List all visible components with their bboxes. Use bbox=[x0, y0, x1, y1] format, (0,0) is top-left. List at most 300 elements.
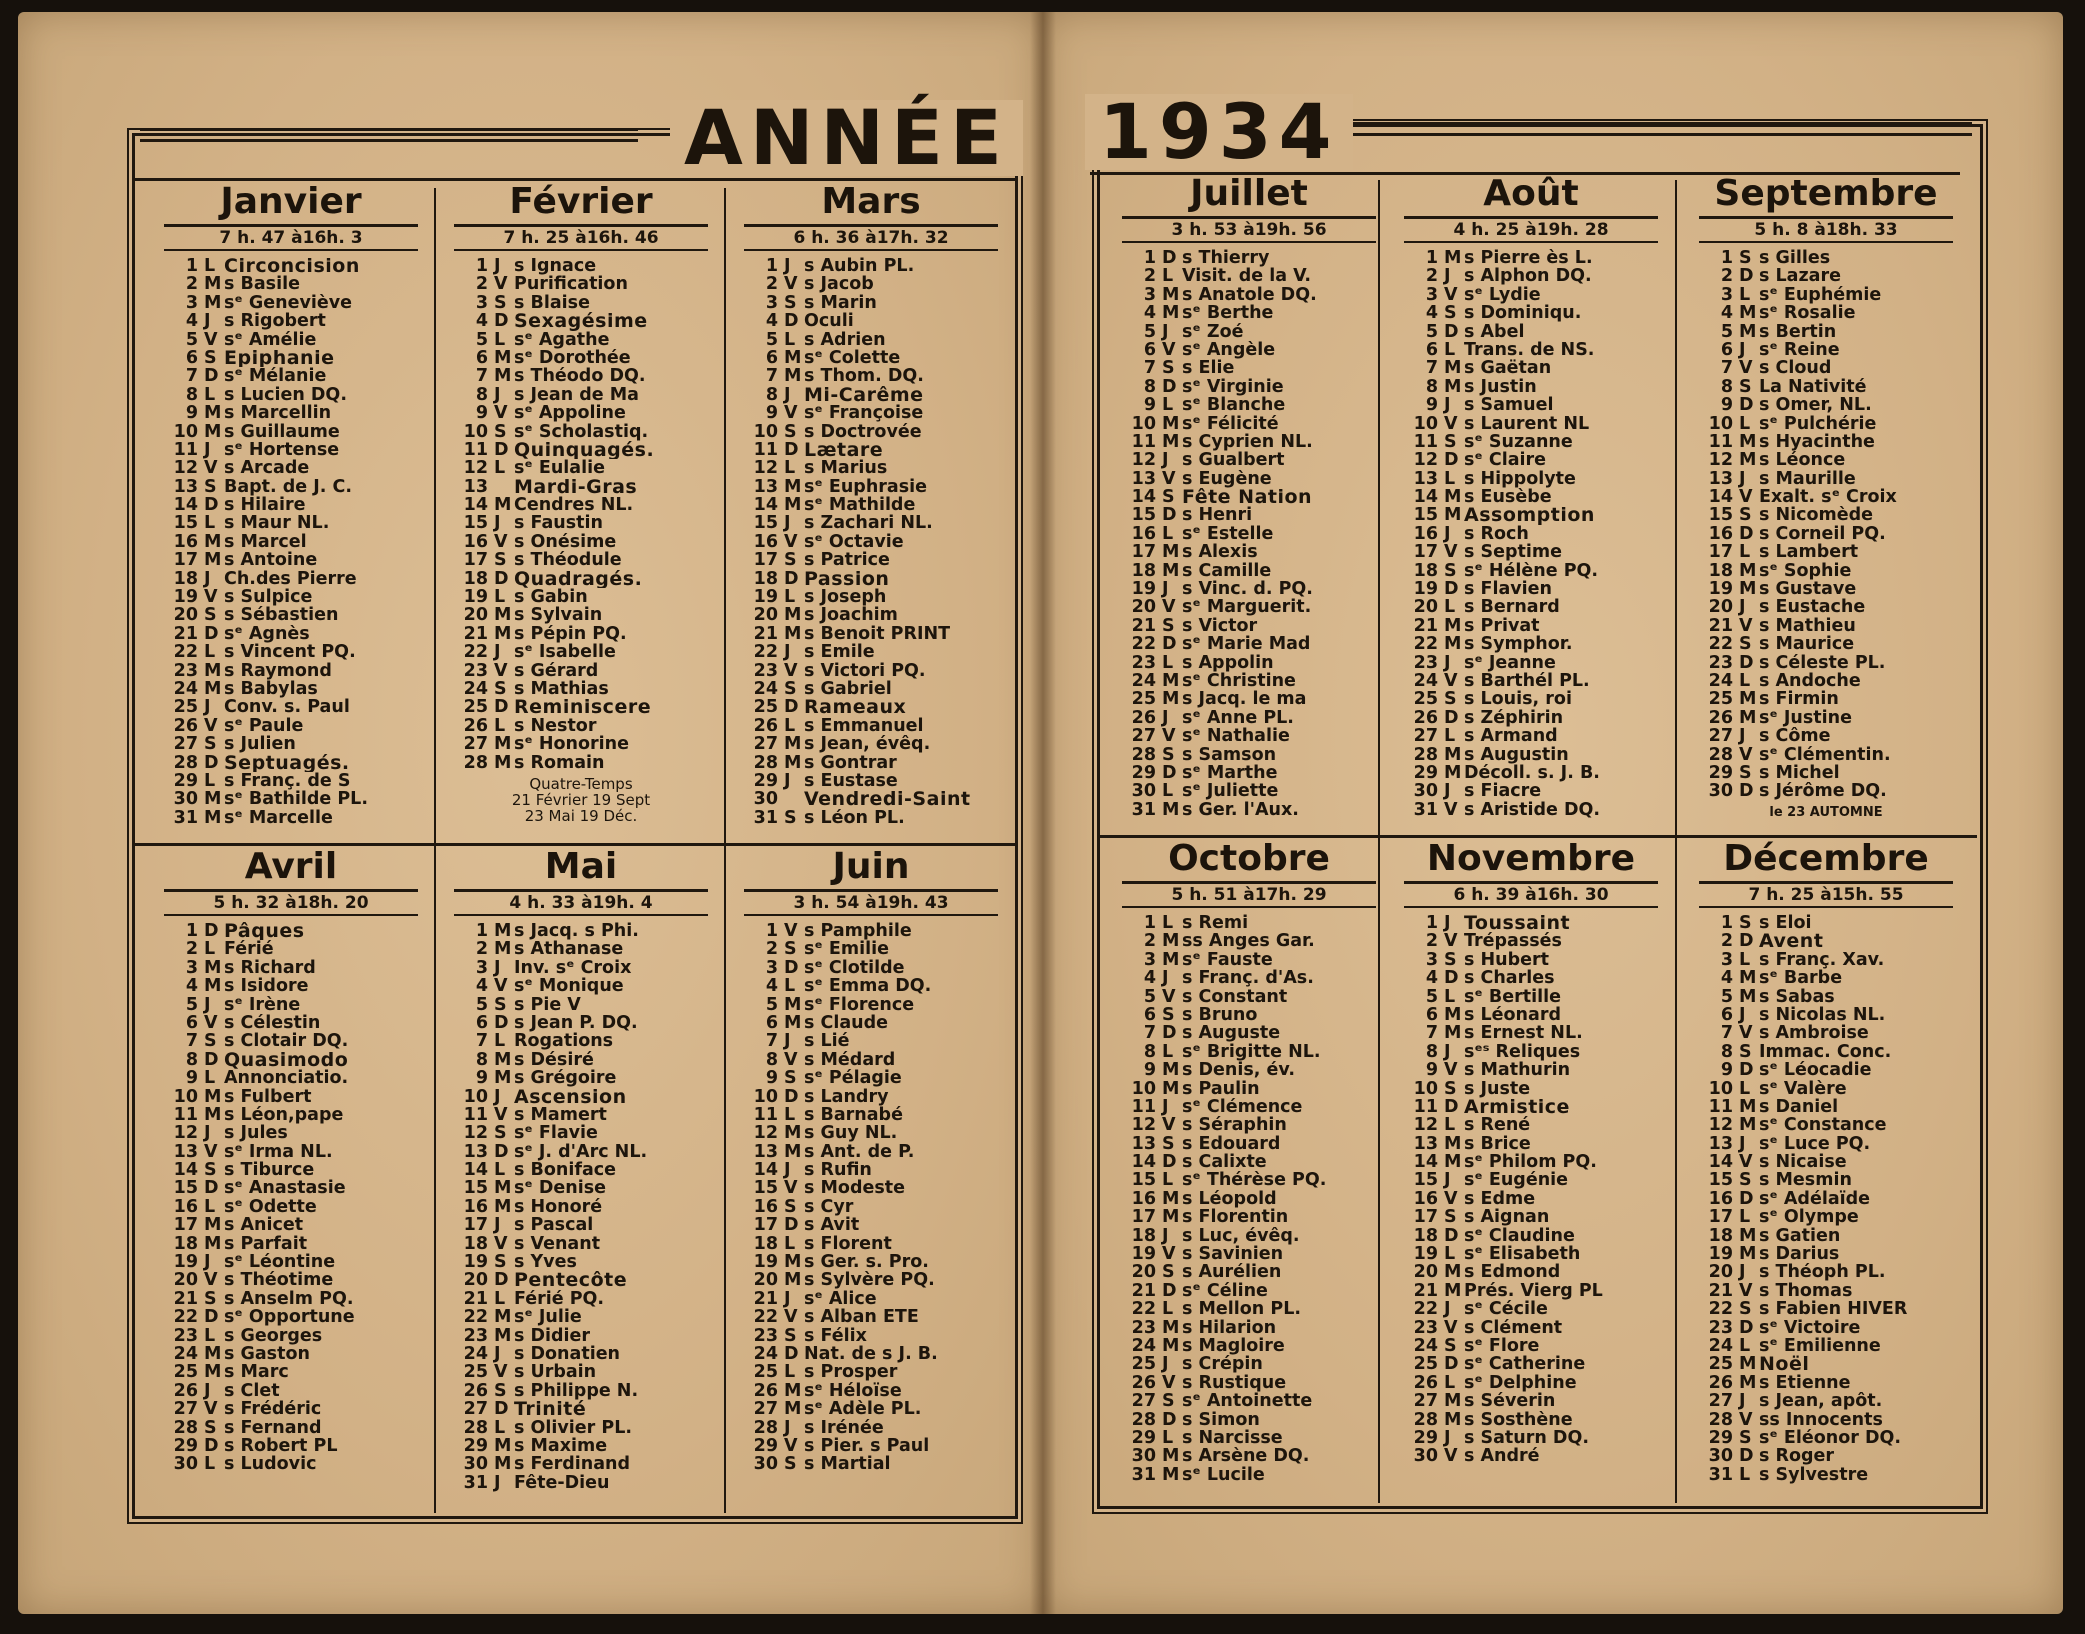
day-number: 30 bbox=[1413, 781, 1438, 802]
weekday: M bbox=[1444, 1023, 1462, 1044]
weekday: J bbox=[204, 1252, 211, 1273]
saint-name: s Mesmin bbox=[1759, 1171, 1852, 1190]
sunrise-sunset: 7 h. 25 à15h. 55 bbox=[1699, 881, 1953, 908]
day-number: 20 bbox=[1413, 597, 1438, 618]
day-row bbox=[150, 1198, 432, 1216]
title-word: ANNÉE bbox=[670, 100, 1023, 176]
saint-name: sᵉ Catherine bbox=[1464, 1355, 1586, 1374]
weekday: M bbox=[494, 495, 512, 516]
saint-name: s Eustase bbox=[804, 771, 898, 791]
day-row bbox=[150, 257, 432, 275]
weekday: J bbox=[1444, 523, 1451, 544]
saint-name: s Léon,pape bbox=[224, 1105, 344, 1125]
saint-name: sᵉ Brigitte NL. bbox=[1182, 1042, 1321, 1062]
weekday: V bbox=[784, 1435, 798, 1456]
day-number: 11 bbox=[753, 1104, 778, 1125]
weekday: J bbox=[1162, 968, 1169, 989]
day-row bbox=[730, 735, 1012, 753]
month-name: Mars bbox=[821, 181, 921, 222]
saint-name: s Aignan bbox=[1464, 1208, 1550, 1227]
day-row bbox=[1390, 764, 1672, 782]
saint-name: s Septime bbox=[1464, 543, 1562, 562]
day-row bbox=[150, 1051, 432, 1069]
weekday: M bbox=[1444, 376, 1462, 397]
saint-name: sᵉ Scholastiq. bbox=[514, 422, 649, 441]
saint-name: sᵉ Honorine bbox=[514, 735, 629, 754]
weekday: S bbox=[204, 347, 217, 368]
saint-name: s Marin bbox=[804, 293, 877, 313]
day-number: 9 bbox=[475, 403, 488, 424]
saint-name: s Anatole DQ. bbox=[1182, 285, 1317, 305]
weekday: J bbox=[784, 1417, 791, 1438]
day-row bbox=[1390, 635, 1672, 653]
day-row bbox=[440, 1051, 722, 1069]
saint-name: Oculi bbox=[804, 312, 854, 331]
day-row bbox=[1685, 951, 1967, 969]
month-name: Juin bbox=[832, 846, 910, 887]
day-number: 30 bbox=[753, 1454, 778, 1475]
day-number: 17 bbox=[463, 550, 488, 571]
day-number: 30 bbox=[1131, 781, 1156, 802]
day-row bbox=[440, 423, 722, 441]
day-number: 29 bbox=[1131, 1427, 1156, 1448]
day-number: 13 bbox=[1413, 1133, 1438, 1154]
weekday: S bbox=[204, 1417, 217, 1438]
weekday: V bbox=[1739, 1023, 1753, 1044]
sunrise-sunset: 4 h. 25 à19h. 28 bbox=[1404, 216, 1658, 243]
day-row bbox=[1108, 969, 1390, 987]
day-row bbox=[1108, 1227, 1390, 1245]
day-row bbox=[1390, 525, 1672, 543]
day-number: 28 bbox=[1708, 744, 1733, 765]
saint-name: s René bbox=[1464, 1116, 1531, 1135]
weekday: D bbox=[1162, 248, 1177, 268]
day-number: 10 bbox=[1131, 1078, 1156, 1099]
weekday: J bbox=[494, 384, 501, 405]
day-row bbox=[1390, 1006, 1672, 1024]
weekday: M bbox=[1162, 689, 1180, 710]
saint-name: s Mamert bbox=[514, 1105, 607, 1125]
day-number: 8 bbox=[1143, 376, 1156, 397]
saint-name: s Gaëtan bbox=[1464, 359, 1552, 378]
saint-name: sᵉ Léontine bbox=[224, 1253, 336, 1272]
day-row bbox=[150, 478, 432, 496]
day-row bbox=[730, 1437, 1012, 1455]
saint-name: sᵉ Barbe bbox=[1759, 969, 1843, 988]
weekday: D bbox=[1739, 1317, 1754, 1338]
saint-name: sᵉ Claire bbox=[1464, 451, 1547, 470]
day-row bbox=[150, 423, 432, 441]
weekday: M bbox=[1444, 762, 1462, 783]
day-number: 29 bbox=[1413, 762, 1438, 783]
day-number: 17 bbox=[1413, 542, 1438, 563]
weekday: L bbox=[494, 1288, 506, 1309]
saint-name: sᵉ Hélène PQ. bbox=[1464, 561, 1599, 581]
saint-name: s Pamphile bbox=[804, 922, 912, 941]
day-row bbox=[730, 1308, 1012, 1326]
day-number: 3 bbox=[475, 957, 488, 978]
day-number: 29 bbox=[1131, 762, 1156, 783]
day-number: 21 bbox=[1131, 615, 1156, 636]
weekday: M bbox=[1162, 1446, 1180, 1467]
day-row bbox=[1685, 635, 1967, 653]
day-number: 16 bbox=[463, 1196, 488, 1217]
day-row bbox=[1390, 1080, 1672, 1098]
saint-name: s Clotair DQ. bbox=[224, 1032, 349, 1051]
day-row bbox=[150, 1345, 432, 1363]
saint-name: s Alphon DQ. bbox=[1464, 267, 1592, 286]
saint-name: Immac. Conc. bbox=[1759, 1042, 1892, 1062]
day-number: 22 bbox=[1131, 634, 1156, 655]
weekday: M bbox=[1739, 1372, 1757, 1393]
saint-name: Férié bbox=[224, 940, 274, 959]
day-row bbox=[1390, 617, 1672, 635]
day-number: 31 bbox=[463, 1472, 488, 1493]
weekday: D bbox=[784, 568, 799, 589]
saint-name: Quinquagés. bbox=[514, 440, 655, 460]
saint-name: s Hilarion bbox=[1182, 1318, 1277, 1337]
day-row bbox=[1390, 1098, 1672, 1116]
day-row bbox=[1108, 1006, 1390, 1024]
saint-name: s Hyacinthe bbox=[1759, 432, 1875, 452]
month-juin bbox=[730, 845, 1012, 1474]
day-row bbox=[150, 996, 432, 1014]
day-row bbox=[150, 404, 432, 422]
day-row bbox=[440, 1290, 722, 1308]
saint-name: s Remi bbox=[1182, 914, 1249, 933]
day-number: 1 bbox=[765, 256, 778, 276]
day-number: 15 bbox=[1131, 505, 1156, 526]
saint-name: s Léon PL. bbox=[804, 808, 905, 828]
day-row bbox=[1108, 580, 1390, 598]
day-row bbox=[730, 1400, 1012, 1418]
day-number: 12 bbox=[1708, 1115, 1733, 1136]
day-row bbox=[150, 294, 432, 312]
day-row bbox=[1108, 1319, 1390, 1337]
day-number: 25 bbox=[1413, 1354, 1438, 1375]
day-number: 24 bbox=[173, 678, 198, 699]
saint-name: sᵉ Alice bbox=[804, 1289, 877, 1309]
saint-name: s Antoine bbox=[224, 551, 318, 570]
saint-name: s Donatien bbox=[514, 1344, 621, 1364]
day-row bbox=[440, 1327, 722, 1345]
day-row bbox=[1390, 1024, 1672, 1042]
saint-name: s Jacob bbox=[804, 275, 874, 294]
weekday: S bbox=[1162, 1391, 1175, 1412]
saint-name: sᵉ Agathe bbox=[514, 330, 610, 349]
day-row bbox=[1685, 359, 1967, 377]
weekday: D bbox=[1739, 266, 1754, 287]
day-row bbox=[440, 1179, 722, 1197]
day-row bbox=[1390, 1245, 1672, 1263]
day-number: 24 bbox=[1131, 1335, 1156, 1356]
saint-name: s Victori PQ. bbox=[804, 661, 926, 680]
saint-name: sᵉ Bertille bbox=[1464, 987, 1561, 1006]
saint-name: sᵉ Lucile bbox=[1182, 1465, 1265, 1485]
weekday: S bbox=[1739, 1041, 1752, 1062]
day-number: 24 bbox=[1708, 670, 1733, 691]
day-row bbox=[1108, 1135, 1390, 1153]
day-number: 10 bbox=[173, 1086, 198, 1107]
day-number: 26 bbox=[1708, 1372, 1733, 1393]
weekday: V bbox=[1444, 542, 1458, 563]
weekday: L bbox=[204, 513, 216, 534]
weekday: J bbox=[204, 568, 211, 589]
weekday: M bbox=[1162, 1078, 1180, 1099]
day-number: 31 bbox=[173, 807, 198, 828]
day-number: 8 bbox=[1425, 376, 1438, 397]
weekday: M bbox=[1739, 1115, 1757, 1136]
saint-name: Inv. sᵉ Croix bbox=[514, 958, 632, 978]
weekday: M bbox=[204, 1104, 222, 1125]
day-number: 15 bbox=[1413, 1170, 1438, 1191]
saint-name: s Arsène DQ. bbox=[1182, 1447, 1310, 1466]
saint-name: sᵉ Pélagie bbox=[804, 1069, 902, 1088]
saint-name: s Marc bbox=[224, 1363, 289, 1382]
day-row bbox=[440, 1271, 722, 1289]
day-row bbox=[730, 959, 1012, 977]
day-number: 20 bbox=[753, 605, 778, 626]
day-row bbox=[1685, 267, 1967, 285]
weekday: S bbox=[1162, 358, 1175, 379]
day-row bbox=[150, 1437, 432, 1455]
day-row bbox=[1108, 635, 1390, 653]
saint-name: s Nicomède bbox=[1759, 506, 1874, 525]
saint-name: s Andoche bbox=[1759, 671, 1861, 691]
saint-name: s Lié bbox=[804, 1032, 850, 1051]
weekday: S bbox=[784, 1454, 797, 1475]
saint-name: s Alban ÉTÉ bbox=[804, 1308, 919, 1327]
saint-name: s Joseph bbox=[804, 588, 887, 607]
weekday: J bbox=[494, 1086, 501, 1107]
day-number: 26 bbox=[1413, 1372, 1438, 1393]
weekday: L bbox=[1162, 1170, 1174, 1191]
day-row bbox=[440, 459, 722, 477]
day-row bbox=[1390, 488, 1672, 506]
weekday: L bbox=[784, 458, 796, 479]
day-number: 10 bbox=[463, 421, 488, 442]
day-number: 10 bbox=[1708, 413, 1733, 434]
weekday: J bbox=[204, 697, 211, 718]
weekday: J bbox=[204, 994, 211, 1015]
day-row bbox=[1108, 249, 1390, 267]
saint-name: Avent bbox=[1759, 932, 1824, 951]
month-name: Février bbox=[509, 181, 653, 222]
saint-name: Ch.des Pierre bbox=[224, 569, 357, 589]
weekday: L bbox=[494, 715, 506, 736]
month-name: Janvier bbox=[220, 181, 362, 222]
saint-name: sᵉ Clémence bbox=[1182, 1097, 1303, 1117]
weekday: L bbox=[1444, 339, 1456, 360]
day-number: 26 bbox=[753, 1380, 778, 1401]
saint-name: s Joachim bbox=[804, 606, 898, 625]
day-row bbox=[730, 404, 1012, 422]
weekday: M bbox=[494, 1454, 512, 1475]
weekday: M bbox=[1444, 634, 1462, 655]
day-row bbox=[440, 514, 722, 532]
month-name: Mai bbox=[544, 846, 618, 887]
weekday: L bbox=[1739, 1078, 1751, 1099]
weekday: J bbox=[784, 1288, 791, 1309]
day-number: 18 bbox=[753, 1233, 778, 1254]
saint-name: s Omer, NL. bbox=[1759, 396, 1872, 415]
saint-name: sᵉ Virginie bbox=[1182, 377, 1284, 397]
weekday: L bbox=[1739, 284, 1751, 305]
saint-name: s Célestin bbox=[224, 1013, 321, 1033]
day-row bbox=[1108, 451, 1390, 469]
day-row bbox=[1108, 1411, 1390, 1429]
weekday: J bbox=[204, 1123, 211, 1144]
weekday: L bbox=[1739, 670, 1751, 691]
day-row bbox=[1108, 396, 1390, 414]
saint-name: s Sylvain bbox=[514, 606, 603, 625]
saint-name: sᵉ Julie bbox=[514, 1308, 582, 1327]
day-row bbox=[1390, 709, 1672, 727]
day-row bbox=[1108, 525, 1390, 543]
day-number: 22 bbox=[1413, 1299, 1438, 1320]
day-row bbox=[1685, 764, 1967, 782]
day-number: 19 bbox=[1708, 1244, 1733, 1265]
day-number: 7 bbox=[185, 1031, 198, 1052]
day-number: 1 bbox=[475, 256, 488, 276]
day-number: 2 bbox=[1720, 931, 1733, 952]
saint-name: s Lucien DQ. bbox=[224, 385, 347, 405]
weekday: L bbox=[1739, 1464, 1751, 1485]
saint-name: s Narcisse bbox=[1182, 1428, 1283, 1448]
day-number: 2 bbox=[1425, 266, 1438, 287]
day-number: 22 bbox=[463, 642, 488, 663]
weekday: D bbox=[494, 1270, 509, 1291]
weekday: J bbox=[494, 1343, 501, 1364]
weekday: D bbox=[1162, 762, 1177, 783]
saint-name: s Gabriel bbox=[804, 679, 892, 699]
month-septembre bbox=[1685, 172, 1967, 820]
saint-name: sᵉ Mélanie bbox=[224, 367, 327, 386]
day-row bbox=[440, 717, 722, 735]
day-row bbox=[1390, 249, 1672, 267]
day-number: 7 bbox=[1720, 1023, 1733, 1044]
day-row bbox=[1685, 249, 1967, 267]
weekday: L bbox=[1739, 413, 1751, 434]
day-row bbox=[730, 940, 1012, 958]
saint-name: s Athanase bbox=[514, 940, 624, 959]
day-row bbox=[150, 1327, 432, 1345]
weekday: M bbox=[1444, 487, 1462, 508]
weekday: D bbox=[784, 311, 799, 332]
day-number: 9 bbox=[1425, 1060, 1438, 1081]
weekday: J bbox=[1444, 1299, 1451, 1320]
day-row bbox=[730, 1345, 1012, 1363]
saint-name: s Rustique bbox=[1182, 1373, 1287, 1393]
saint-name: sᵉ Opportune bbox=[224, 1308, 355, 1327]
day-number: 27 bbox=[1131, 726, 1156, 747]
saint-name: Exalt. sᵉ Croix bbox=[1759, 488, 1897, 507]
day-number: 12 bbox=[1708, 450, 1733, 471]
day-row bbox=[1108, 1392, 1390, 1410]
saint-name: s Romain bbox=[514, 753, 605, 772]
weekday: L bbox=[1444, 597, 1456, 618]
saint-name: s Théodule bbox=[514, 551, 622, 570]
weekday: D bbox=[204, 752, 219, 773]
weekday: M bbox=[1162, 1207, 1180, 1228]
day-number: 19 bbox=[173, 587, 198, 608]
saint-name: sᵉ Olympe bbox=[1759, 1208, 1859, 1227]
saint-name: sᵉ Constance bbox=[1759, 1116, 1887, 1135]
weekday: V bbox=[784, 1049, 798, 1070]
weekday: V bbox=[204, 715, 218, 736]
weekday: M bbox=[1444, 358, 1462, 379]
saint-name: s Félix bbox=[804, 1326, 867, 1345]
day-number: 7 bbox=[765, 1031, 778, 1052]
weekday: S bbox=[204, 734, 217, 755]
saint-name: sᵉ Suzanne bbox=[1464, 432, 1573, 452]
weekday: V bbox=[1162, 468, 1176, 489]
day-number: 5 bbox=[1143, 321, 1156, 342]
day-number: 19 bbox=[463, 1252, 488, 1273]
weekday: V bbox=[784, 1178, 798, 1199]
weekday: D bbox=[1739, 781, 1754, 802]
weekday: D bbox=[1444, 968, 1459, 989]
day-row bbox=[150, 514, 432, 532]
weekday: D bbox=[1444, 1096, 1459, 1117]
saint-name: sᵉ Sophie bbox=[1759, 561, 1852, 581]
day-number: 8 bbox=[475, 384, 488, 405]
day-row bbox=[730, 1271, 1012, 1289]
day-number: 21 bbox=[753, 1288, 778, 1309]
day-row bbox=[440, 257, 722, 275]
day-number: 17 bbox=[1708, 542, 1733, 563]
weekday: J bbox=[204, 439, 211, 460]
day-number: 21 bbox=[463, 1288, 488, 1309]
day-number: 11 bbox=[1131, 431, 1156, 452]
weekday: M bbox=[204, 678, 222, 699]
day-list bbox=[150, 257, 432, 827]
day-number: 4 bbox=[475, 311, 488, 332]
day-row bbox=[150, 959, 432, 977]
day-number: 12 bbox=[173, 1123, 198, 1144]
weekday: J bbox=[1444, 1170, 1451, 1191]
weekday: V bbox=[784, 403, 798, 424]
day-number: 22 bbox=[1708, 634, 1733, 655]
weekday: J bbox=[784, 256, 791, 276]
day-row bbox=[150, 1179, 432, 1197]
saint-name: s Alexis bbox=[1182, 543, 1258, 562]
day-row bbox=[1685, 1227, 1967, 1245]
day-row bbox=[1390, 1153, 1672, 1171]
day-row bbox=[150, 312, 432, 330]
day-number: 18 bbox=[463, 568, 488, 589]
day-row bbox=[150, 1308, 432, 1326]
day-number: 9 bbox=[475, 1068, 488, 1089]
day-number: 8 bbox=[1720, 376, 1733, 397]
day-row bbox=[150, 349, 432, 367]
day-row bbox=[150, 570, 432, 588]
day-number: 15 bbox=[463, 513, 488, 534]
saint-name: s Thierry bbox=[1182, 249, 1270, 268]
day-number: 25 bbox=[753, 1362, 778, 1383]
saint-name: s Fabien HIVER bbox=[1759, 1300, 1908, 1319]
weekday: D bbox=[494, 311, 509, 332]
weekday: D bbox=[204, 1049, 219, 1070]
day-row bbox=[730, 386, 1012, 404]
sunrise-sunset: 6 h. 39 à16h. 30 bbox=[1404, 881, 1658, 908]
day-number: 1 bbox=[185, 256, 198, 276]
weekday: L bbox=[204, 384, 216, 405]
day-number: 17 bbox=[463, 1215, 488, 1236]
day-number: 6 bbox=[185, 347, 198, 368]
weekday: M bbox=[1162, 303, 1180, 324]
day-row bbox=[1108, 617, 1390, 635]
